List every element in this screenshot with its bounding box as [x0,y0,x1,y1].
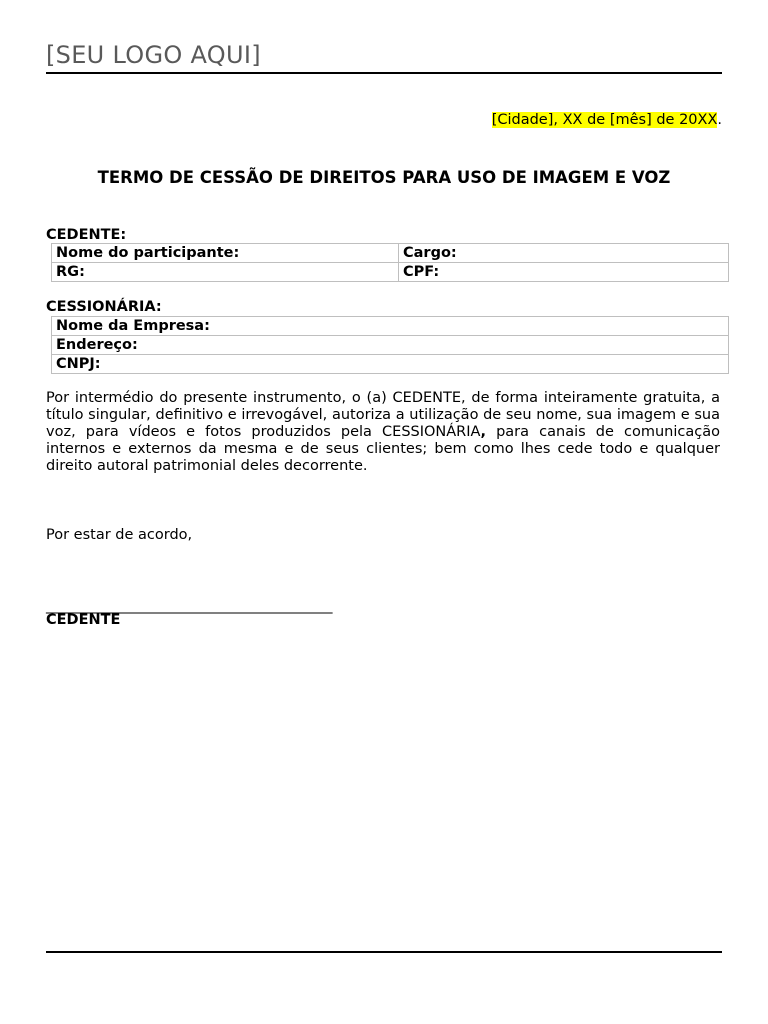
field-rg: RG: [52,263,399,282]
date-placeholder: [Cidade], XX de [mês] de 20XX [491,112,718,128]
table-row [52,317,729,336]
field-address: Endereço: [52,336,729,355]
field-cnpj: CNPJ: [52,355,729,374]
signature-name: CEDENTE [46,612,121,628]
cessionaria-table [51,316,729,374]
body-text-part2: para canais de comunicação internos e externos da mesma e de seus clientes; bem como lhes cede todo e qualquer direito autoral patrimonial deles decorrente. [46,424,720,474]
table-row [52,336,729,355]
date-line [492,110,722,130]
logo-placeholder: [SEU LOGO AQUI] [46,41,261,69]
cessionaria-label: CESSIONÁRIA: [46,299,162,315]
body-paragraph [46,390,720,475]
table-row [52,244,729,263]
field-company-name: Nome da Empresa: [52,317,729,336]
cedente-table [51,243,729,282]
table-row [52,355,729,374]
field-participant-name: Nome do participante: [52,244,399,263]
date-suffix: . [717,112,722,128]
footer-divider [46,951,722,953]
field-cargo: Cargo: [399,244,729,263]
signature-line: ___________________________________________ [46,598,332,614]
header-divider [46,72,722,74]
document-title: TERMO DE CESSÃO DE DIREITOS PARA USO DE IMAGEM E VOZ [97,168,671,187]
body-text-part1: Por intermédio do presente instrumento, o (a) CEDENTE, de forma inteiramente gratuita, a título singular, definitivo e irrevogável, autoriza a utilização de seu nome, sua imagem e sua voz, para vídeos e fotos produzidos pela CESSIONÁRIA [46,390,720,440]
body-bold-comma: , [480,424,486,440]
cedente-label: CEDENTE: [46,227,127,243]
field-cpf: CPF: [399,263,729,282]
table-row [52,263,729,282]
closing-text: Por estar de acordo, [46,527,193,543]
